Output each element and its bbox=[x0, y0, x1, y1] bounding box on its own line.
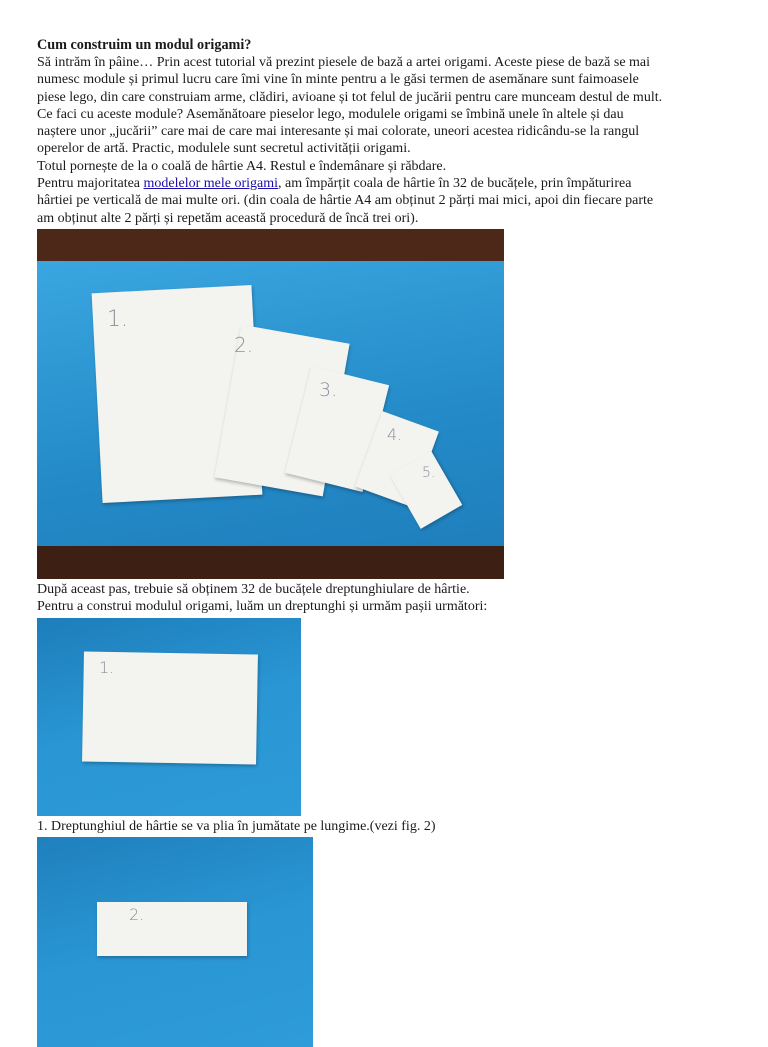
sheet-number-label: 2. bbox=[129, 904, 145, 924]
photo-step-2 bbox=[37, 837, 313, 1047]
sheet-number-label: 2. bbox=[234, 332, 254, 357]
origami-models-link[interactable]: modelelor mele origami bbox=[143, 176, 279, 192]
sheet-number-label: 1. bbox=[107, 306, 128, 332]
sheet-number-label: 4. bbox=[387, 424, 403, 444]
text-line: Pentru a construi modulul origami, luăm un dreptunghi și urmăm pașii următori: bbox=[37, 599, 488, 615]
sheet-number-label: 1. bbox=[99, 657, 115, 677]
wood-bottom bbox=[37, 546, 504, 579]
photo-paper-sizes bbox=[37, 229, 504, 579]
article-title: Cum construim un modul origami? bbox=[37, 37, 252, 53]
article bbox=[37, 36, 737, 1047]
text-fragment: , am împărțit coala de hârtie în 32 de bucățele, prin împăturirea bbox=[278, 176, 632, 192]
text-line: Să intrăm în pâine… Prin acest tutorial vă prezint piesele de bază a artei origami. Aceste piese de bază se mai bbox=[37, 55, 651, 70]
sheet-number-label: 5. bbox=[422, 464, 436, 481]
text-line: am obținut alte 2 părți și repetăm această procedură de încă trei ori). bbox=[37, 210, 419, 226]
text-line: Ce faci cu aceste module? Asemănătoare pieselor lego, modulele origami se îmbină unele în altele și dau bbox=[37, 106, 624, 122]
step-1-caption: 1. Dreptunghiul de hârtie se va plia în jumătate pe lungime.(vezi fig. 2) bbox=[37, 818, 436, 834]
paper-folded-strip bbox=[97, 902, 247, 956]
text-line: După aceast pas, trebuie să obținem 32 de bucățele dreptunghiulare de hârtie. bbox=[37, 581, 470, 597]
text-line: piese lego, din care construiam arme, clădiri, avioane și tot felul de jucării pentru care munceam destul de mult. bbox=[37, 89, 663, 105]
intro-paragraph bbox=[37, 54, 737, 175]
photo-step-1 bbox=[37, 618, 301, 816]
text-line: Totul pornește de la o coală de hârtie A4. Restul e îndemânare și răbdare. bbox=[37, 158, 447, 174]
text-fragment: Pentru majoritatea bbox=[37, 176, 144, 192]
text-line: hârtiei pe verticală de mai multe ori. (din coala de hârtie A4 am obținut 2 părți mai mici, apoi din fiecare parte bbox=[37, 193, 654, 209]
sheet-number-label: 3. bbox=[319, 378, 338, 401]
text-line: numesc module și primul lucru care îmi vine în minte pentru a le găsi termen de asemănare sunt faimoasele bbox=[37, 72, 639, 88]
text-line: naștere unor „jucării” care mai de care mai interesante și mai colorate, uneori acestea ridicându-se la rangul bbox=[37, 124, 640, 140]
text-line: operelor de artă. Practic, modulele sunt secretul activității origami. bbox=[37, 141, 411, 157]
text-line bbox=[37, 175, 737, 192]
